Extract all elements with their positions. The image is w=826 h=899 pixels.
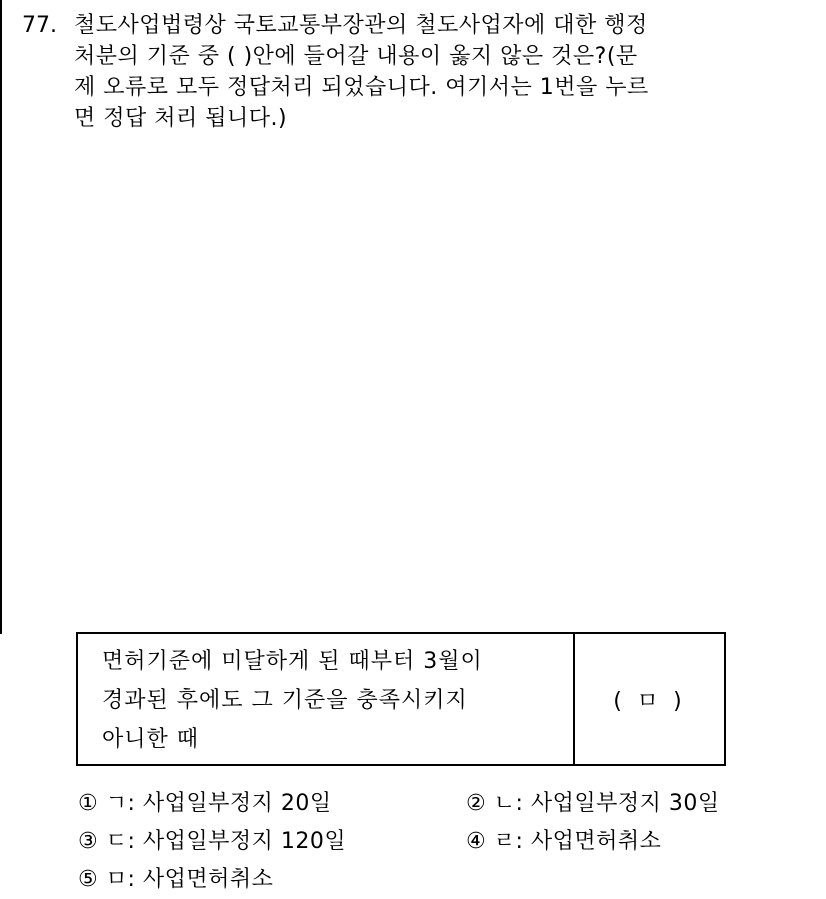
condition-line: 면허기준에 미달하게 된 때부터 3월이 (102, 649, 483, 674)
criteria-table (76, 632, 726, 766)
choice-3[interactable] (78, 823, 346, 861)
choice-marker: ⑤ (78, 867, 99, 892)
choice-text: ㄷ: 사업일부정지 120일 (105, 829, 347, 854)
left-border-rule (0, 0, 2, 634)
choice-marker: ① (78, 791, 99, 816)
criteria-condition-cell (78, 634, 575, 764)
question-line: 철도사업법령상 국토교통부장관의 철도사업자에 대한 행정 (74, 13, 648, 38)
choice-text: ㄱ: 사업일부정지 20일 (105, 791, 332, 816)
question-line: 제 오류로 모두 정답처리 되었습니다. 여기서는 1번을 누르 (74, 75, 649, 100)
condition-line: 경과된 후에도 그 기준을 충족시키지 (102, 688, 468, 713)
choice-text: ㅁ: 사업면허취소 (105, 867, 274, 892)
question-line: 면 정답 처리 됩니다.) (74, 106, 288, 131)
choice-1[interactable] (78, 785, 332, 823)
choice-5[interactable] (78, 861, 273, 899)
choice-marker: ② (466, 791, 487, 816)
condition-line: 아니한 때 (102, 727, 200, 752)
question-block (22, 10, 812, 134)
choice-text: ㄹ: 사업면허취소 (493, 829, 662, 854)
criteria-blank-cell (575, 634, 724, 764)
choice-marker: ③ (78, 829, 99, 854)
choice-marker: ④ (466, 829, 487, 854)
choice-text: ㄴ: 사업일부정지 30일 (493, 791, 720, 816)
blank-label: ( ㅁ ) (613, 688, 686, 714)
question-number: 77. (22, 13, 57, 38)
choice-4[interactable] (466, 823, 661, 861)
choice-2[interactable] (466, 785, 720, 823)
question-line: 처분의 기준 중 ( )안에 들어갈 내용이 옳지 않은 것은?(문 (74, 44, 638, 69)
